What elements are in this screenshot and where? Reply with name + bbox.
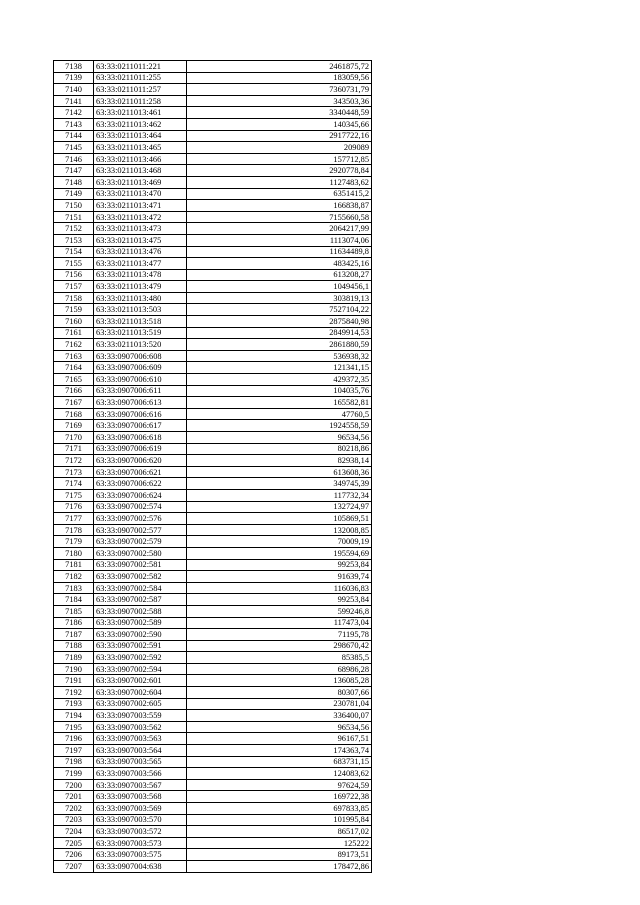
table-row (54, 768, 372, 780)
row-number-cell: 7158 (54, 292, 94, 304)
row-number-cell: 7171 (54, 443, 94, 455)
table-row (54, 246, 372, 258)
cadastral-value-cell: 6351415,2 (187, 188, 372, 200)
cadastral-number-cell: 63:33:0211011:221 (94, 61, 187, 73)
table-row (54, 675, 372, 687)
cadastral-number-cell: 63:33:0907006:611 (94, 385, 187, 397)
row-number-cell: 7138 (54, 61, 94, 73)
cadastral-number-cell: 63:33:0211013:466 (94, 153, 187, 165)
row-number-cell: 7197 (54, 745, 94, 757)
row-number-cell: 7168 (54, 408, 94, 420)
cadastral-number-cell: 63:33:0907002:592 (94, 652, 187, 664)
cadastral-value-cell: 2461875,72 (187, 61, 372, 73)
cadastral-number-cell: 63:33:0907003:562 (94, 721, 187, 733)
cadastral-number-cell: 63:33:0907003:570 (94, 814, 187, 826)
table-row (54, 176, 372, 188)
table-row (54, 733, 372, 745)
row-number-cell: 7141 (54, 95, 94, 107)
row-number-cell: 7151 (54, 211, 94, 223)
table-row (54, 339, 372, 351)
row-number-cell: 7157 (54, 281, 94, 293)
row-number-cell: 7159 (54, 304, 94, 316)
row-number-cell: 7164 (54, 362, 94, 374)
table-row (54, 745, 372, 757)
cadastral-value-cell: 165582,81 (187, 397, 372, 409)
table-row (54, 513, 372, 525)
cadastral-value-cell: 91639,74 (187, 571, 372, 583)
row-number-cell: 7140 (54, 84, 94, 96)
cadastral-value-cell: 429372,35 (187, 374, 372, 386)
row-number-cell: 7186 (54, 617, 94, 629)
row-number-cell: 7170 (54, 432, 94, 444)
cadastral-value-cell: 599246,8 (187, 605, 372, 617)
cadastral-number-cell: 63:33:0211011:255 (94, 72, 187, 84)
row-number-cell: 7196 (54, 733, 94, 745)
cadastral-number-cell: 63:33:0211013:519 (94, 327, 187, 339)
row-number-cell: 7166 (54, 385, 94, 397)
cadastral-value-cell: 116036,83 (187, 582, 372, 594)
table-row (54, 640, 372, 652)
table-row (54, 571, 372, 583)
table-row (54, 594, 372, 606)
cadastral-value-cell: 2875840,98 (187, 316, 372, 328)
table-row (54, 362, 372, 374)
table-row (54, 455, 372, 467)
cadastral-number-cell: 63:33:0907003:559 (94, 710, 187, 722)
row-number-cell: 7200 (54, 779, 94, 791)
cadastral-value-cell: 7155660,58 (187, 211, 372, 223)
cadastral-number-cell: 63:33:0907002:582 (94, 571, 187, 583)
table-row (54, 779, 372, 791)
table-row (54, 292, 372, 304)
cadastral-value-cell: 2917722,16 (187, 130, 372, 142)
cadastral-value-cell: 104035,76 (187, 385, 372, 397)
cadastral-number-cell: 63:33:0907003:575 (94, 849, 187, 861)
cadastral-value-cell: 136085,28 (187, 675, 372, 687)
row-number-cell: 7178 (54, 524, 94, 536)
row-number-cell: 7172 (54, 455, 94, 467)
row-number-cell: 7173 (54, 466, 94, 478)
table-row (54, 304, 372, 316)
row-number-cell: 7144 (54, 130, 94, 142)
cadastral-value-cell: 125222 (187, 837, 372, 849)
cadastral-number-cell: 63:33:0211013:475 (94, 234, 187, 246)
row-number-cell: 7183 (54, 582, 94, 594)
row-number-cell: 7155 (54, 258, 94, 270)
cadastral-value-cell: 195594,69 (187, 547, 372, 559)
cadastral-value-cell: 483425,16 (187, 258, 372, 270)
row-number-cell: 7146 (54, 153, 94, 165)
cadastral-value-cell: 96534,56 (187, 432, 372, 444)
table-row (54, 327, 372, 339)
table-row (54, 489, 372, 501)
cadastral-value-cell: 89173,51 (187, 849, 372, 861)
table-row (54, 211, 372, 223)
row-number-cell: 7191 (54, 675, 94, 687)
cadastral-number-cell: 63:33:0907006:616 (94, 408, 187, 420)
table-row (54, 652, 372, 664)
cadastral-value-cell: 349745,39 (187, 478, 372, 490)
cadastral-number-cell: 63:33:0211013:465 (94, 142, 187, 154)
table-row (54, 165, 372, 177)
cadastral-number-cell: 63:33:0907003:565 (94, 756, 187, 768)
cadastral-number-cell: 63:33:0907006:619 (94, 443, 187, 455)
table-row (54, 223, 372, 235)
row-number-cell: 7205 (54, 837, 94, 849)
cadastral-value-cell: 117732,34 (187, 489, 372, 501)
cadastral-value-cell: 121341,15 (187, 362, 372, 374)
cadastral-value-cell: 1127483,62 (187, 176, 372, 188)
cadastral-value-cell: 101995,84 (187, 814, 372, 826)
cadastral-number-cell: 63:33:0907003:566 (94, 768, 187, 780)
table-row (54, 95, 372, 107)
cadastral-value-cell: 183059,56 (187, 72, 372, 84)
table-row (54, 629, 372, 641)
table-row (54, 698, 372, 710)
cadastral-value-cell: 2849914,53 (187, 327, 372, 339)
cadastral-number-cell: 63:33:0907002:591 (94, 640, 187, 652)
cadastral-value-cell: 99253,84 (187, 594, 372, 606)
table-row (54, 837, 372, 849)
table-row (54, 803, 372, 815)
cadastral-value-cell: 2064217,99 (187, 223, 372, 235)
cadastral-value-cell: 1049456,1 (187, 281, 372, 293)
cadastral-number-cell: 63:33:0907002:604 (94, 687, 187, 699)
table-row (54, 791, 372, 803)
cadastral-value-cell: 82938,14 (187, 455, 372, 467)
row-number-cell: 7179 (54, 536, 94, 548)
cadastral-value-cell: 336400,07 (187, 710, 372, 722)
cadastral-number-cell: 63:33:0907002:579 (94, 536, 187, 548)
cadastral-value-cell: 3340448,59 (187, 107, 372, 119)
table-row (54, 814, 372, 826)
row-number-cell: 7169 (54, 420, 94, 432)
table-row (54, 130, 372, 142)
table-row (54, 687, 372, 699)
cadastral-value-cell: 683731,15 (187, 756, 372, 768)
cadastral-value-cell: 613208,27 (187, 269, 372, 281)
row-number-cell: 7165 (54, 374, 94, 386)
row-number-cell: 7187 (54, 629, 94, 641)
row-number-cell: 7180 (54, 547, 94, 559)
row-number-cell: 7185 (54, 605, 94, 617)
cadastral-value-cell: 166838,87 (187, 200, 372, 212)
table-row (54, 420, 372, 432)
table-row (54, 478, 372, 490)
table-row (54, 501, 372, 513)
table-row (54, 536, 372, 548)
table-row (54, 617, 372, 629)
table-row (54, 408, 372, 420)
cadastral-value-cell: 174363,74 (187, 745, 372, 757)
cadastral-value-cell: 85385,5 (187, 652, 372, 664)
row-number-cell: 7145 (54, 142, 94, 154)
cadastral-number-cell: 63:33:0907002:580 (94, 547, 187, 559)
row-number-cell: 7204 (54, 826, 94, 838)
table-row (54, 234, 372, 246)
cadastral-number-cell: 63:33:0907002:577 (94, 524, 187, 536)
cadastral-value-cell: 697833,85 (187, 803, 372, 815)
cadastral-value-cell: 86517,02 (187, 826, 372, 838)
row-number-cell: 7153 (54, 234, 94, 246)
cadastral-number-cell: 63:33:0211013:471 (94, 200, 187, 212)
cadastral-value-cell: 105869,51 (187, 513, 372, 525)
cadastral-number-cell: 63:33:0211013:518 (94, 316, 187, 328)
cadastral-number-cell: 63:33:0907003:564 (94, 745, 187, 757)
cadastral-value-cell: 209089 (187, 142, 372, 154)
table-row (54, 316, 372, 328)
cadastral-value-cell: 536938,32 (187, 350, 372, 362)
cadastral-value-cell: 80307,66 (187, 687, 372, 699)
cadastral-number-cell: 63:33:0907002:590 (94, 629, 187, 641)
cadastral-value-cell: 47760,5 (187, 408, 372, 420)
cadastral-number-cell: 63:33:0907006:621 (94, 466, 187, 478)
cadastral-number-cell: 63:33:0211011:258 (94, 95, 187, 107)
row-number-cell: 7176 (54, 501, 94, 513)
cadastral-number-cell: 63:33:0907003:567 (94, 779, 187, 791)
row-number-cell: 7206 (54, 849, 94, 861)
cadastral-number-cell: 63:33:0211013:461 (94, 107, 187, 119)
cadastral-number-cell: 63:33:0211013:473 (94, 223, 187, 235)
cadastral-value-cell: 71195,78 (187, 629, 372, 641)
cadastral-value-cell: 140345,66 (187, 118, 372, 130)
cadastral-number-cell: 63:33:0907002:605 (94, 698, 187, 710)
cadastral-value-cell: 96167,51 (187, 733, 372, 745)
cadastral-value-cell: 303819,13 (187, 292, 372, 304)
table-row (54, 72, 372, 84)
cadastral-number-cell: 63:33:0211013:462 (94, 118, 187, 130)
cadastral-number-cell: 63:33:0907006:608 (94, 350, 187, 362)
table-row (54, 142, 372, 154)
row-number-cell: 7174 (54, 478, 94, 490)
table-row (54, 200, 372, 212)
cadastral-number-cell: 63:33:0907003:563 (94, 733, 187, 745)
cadastral-value-cell: 99253,84 (187, 559, 372, 571)
row-number-cell: 7161 (54, 327, 94, 339)
table-row (54, 524, 372, 536)
row-number-cell: 7152 (54, 223, 94, 235)
cadastral-number-cell: 63:33:0907004:638 (94, 860, 187, 872)
row-number-cell: 7142 (54, 107, 94, 119)
cadastral-number-cell: 63:33:0211013:472 (94, 211, 187, 223)
cadastral-number-cell: 63:33:0211011:257 (94, 84, 187, 96)
table-row (54, 269, 372, 281)
table-row (54, 258, 372, 270)
table-row (54, 118, 372, 130)
cadastral-number-cell: 63:33:0907002:581 (94, 559, 187, 571)
table-row (54, 860, 372, 872)
row-number-cell: 7203 (54, 814, 94, 826)
row-number-cell: 7154 (54, 246, 94, 258)
table-row (54, 849, 372, 861)
cadastral-value-cell: 117473,04 (187, 617, 372, 629)
table-row (54, 397, 372, 409)
cadastral-number-cell: 63:33:0211013:476 (94, 246, 187, 258)
row-number-cell: 7189 (54, 652, 94, 664)
cadastral-value-cell: 169722,38 (187, 791, 372, 803)
cadastral-value-cell: 11634489,8 (187, 246, 372, 258)
table-row (54, 385, 372, 397)
cadastral-number-cell: 63:33:0907003:568 (94, 791, 187, 803)
row-number-cell: 7163 (54, 350, 94, 362)
table-row (54, 61, 372, 73)
cadastral-number-cell: 63:33:0907002:588 (94, 605, 187, 617)
cadastral-number-cell: 63:33:0211013:477 (94, 258, 187, 270)
cadastral-value-cell: 613608,36 (187, 466, 372, 478)
cadastral-number-cell: 63:33:0211013:468 (94, 165, 187, 177)
cadastral-number-cell: 63:33:0211013:464 (94, 130, 187, 142)
cadastral-number-cell: 63:33:0907002:574 (94, 501, 187, 513)
row-number-cell: 7149 (54, 188, 94, 200)
table-row (54, 281, 372, 293)
cadastral-number-cell: 63:33:0211013:469 (94, 176, 187, 188)
table-row (54, 374, 372, 386)
table-row (54, 107, 372, 119)
table-row (54, 582, 372, 594)
cadastral-number-cell: 63:33:0907002:576 (94, 513, 187, 525)
cadastral-value-cell: 230781,04 (187, 698, 372, 710)
cadastral-number-cell: 63:33:0907002:587 (94, 594, 187, 606)
cadastral-value-cell: 2920778,84 (187, 165, 372, 177)
row-number-cell: 7160 (54, 316, 94, 328)
cadastral-number-cell: 63:33:0907006:610 (94, 374, 187, 386)
row-number-cell: 7181 (54, 559, 94, 571)
cadastral-value-cell: 132008,85 (187, 524, 372, 536)
table-row (54, 710, 372, 722)
row-number-cell: 7202 (54, 803, 94, 815)
row-number-cell: 7190 (54, 663, 94, 675)
table-row (54, 559, 372, 571)
cadastral-value-cell: 1924558,59 (187, 420, 372, 432)
cadastral-number-cell: 63:33:0211013:478 (94, 269, 187, 281)
cadastral-value-cell: 96534,56 (187, 721, 372, 733)
cadastral-number-cell: 63:33:0211013:479 (94, 281, 187, 293)
cadastral-number-cell: 63:33:0211013:470 (94, 188, 187, 200)
row-number-cell: 7207 (54, 860, 94, 872)
row-number-cell: 7175 (54, 489, 94, 501)
cadastral-number-cell: 63:33:0907003:569 (94, 803, 187, 815)
row-number-cell: 7162 (54, 339, 94, 351)
row-number-cell: 7198 (54, 756, 94, 768)
row-number-cell: 7143 (54, 118, 94, 130)
cadastral-number-cell: 63:33:0907002:589 (94, 617, 187, 629)
cadastral-value-cell: 7527104,22 (187, 304, 372, 316)
cadastral-number-cell: 63:33:0907002:584 (94, 582, 187, 594)
cadastral-value-table (53, 60, 372, 873)
row-number-cell: 7167 (54, 397, 94, 409)
table-row (54, 826, 372, 838)
cadastral-value-cell: 97624,59 (187, 779, 372, 791)
cadastral-number-cell: 63:33:0907006:609 (94, 362, 187, 374)
cadastral-value-cell: 124083,62 (187, 768, 372, 780)
cadastral-number-cell: 63:33:0211013:503 (94, 304, 187, 316)
table-row (54, 84, 372, 96)
row-number-cell: 7139 (54, 72, 94, 84)
table-row (54, 350, 372, 362)
cadastral-value-cell: 70009,19 (187, 536, 372, 548)
cadastral-number-cell: 63:33:0907006:620 (94, 455, 187, 467)
cadastral-number-cell: 63:33:0211013:480 (94, 292, 187, 304)
table-row (54, 547, 372, 559)
cadastral-value-cell: 132724,97 (187, 501, 372, 513)
row-number-cell: 7201 (54, 791, 94, 803)
table-row (54, 605, 372, 617)
row-number-cell: 7150 (54, 200, 94, 212)
table-row (54, 721, 372, 733)
row-number-cell: 7193 (54, 698, 94, 710)
cadastral-value-cell: 68986,28 (187, 663, 372, 675)
row-number-cell: 7177 (54, 513, 94, 525)
cadastral-value-cell: 178472,86 (187, 860, 372, 872)
cadastral-number-cell: 63:33:0907003:572 (94, 826, 187, 838)
cadastral-number-cell: 63:33:0907006:617 (94, 420, 187, 432)
row-number-cell: 7182 (54, 571, 94, 583)
cadastral-number-cell: 63:33:0907006:613 (94, 397, 187, 409)
row-number-cell: 7192 (54, 687, 94, 699)
table-row (54, 432, 372, 444)
cadastral-value-cell: 80218,86 (187, 443, 372, 455)
cadastral-number-cell: 63:33:0211013:520 (94, 339, 187, 351)
cadastral-value-cell: 157712,85 (187, 153, 372, 165)
row-number-cell: 7156 (54, 269, 94, 281)
cadastral-number-cell: 63:33:0907002:594 (94, 663, 187, 675)
cadastral-number-cell: 63:33:0907003:573 (94, 837, 187, 849)
table-row (54, 443, 372, 455)
table-row (54, 466, 372, 478)
row-number-cell: 7148 (54, 176, 94, 188)
table-row (54, 663, 372, 675)
row-number-cell: 7184 (54, 594, 94, 606)
cadastral-value-cell: 1113074,06 (187, 234, 372, 246)
cadastral-value-cell: 343503,36 (187, 95, 372, 107)
row-number-cell: 7195 (54, 721, 94, 733)
table-body (54, 61, 372, 873)
row-number-cell: 7194 (54, 710, 94, 722)
cadastral-number-cell: 63:33:0907006:624 (94, 489, 187, 501)
cadastral-value-cell: 7360731,79 (187, 84, 372, 96)
cadastral-number-cell: 63:33:0907002:601 (94, 675, 187, 687)
table-row (54, 153, 372, 165)
table-row (54, 756, 372, 768)
row-number-cell: 7188 (54, 640, 94, 652)
table-row (54, 188, 372, 200)
row-number-cell: 7147 (54, 165, 94, 177)
cadastral-number-cell: 63:33:0907006:618 (94, 432, 187, 444)
row-number-cell: 7199 (54, 768, 94, 780)
cadastral-number-cell: 63:33:0907006:622 (94, 478, 187, 490)
cadastral-value-cell: 298670,42 (187, 640, 372, 652)
cadastral-value-cell: 2861880,59 (187, 339, 372, 351)
